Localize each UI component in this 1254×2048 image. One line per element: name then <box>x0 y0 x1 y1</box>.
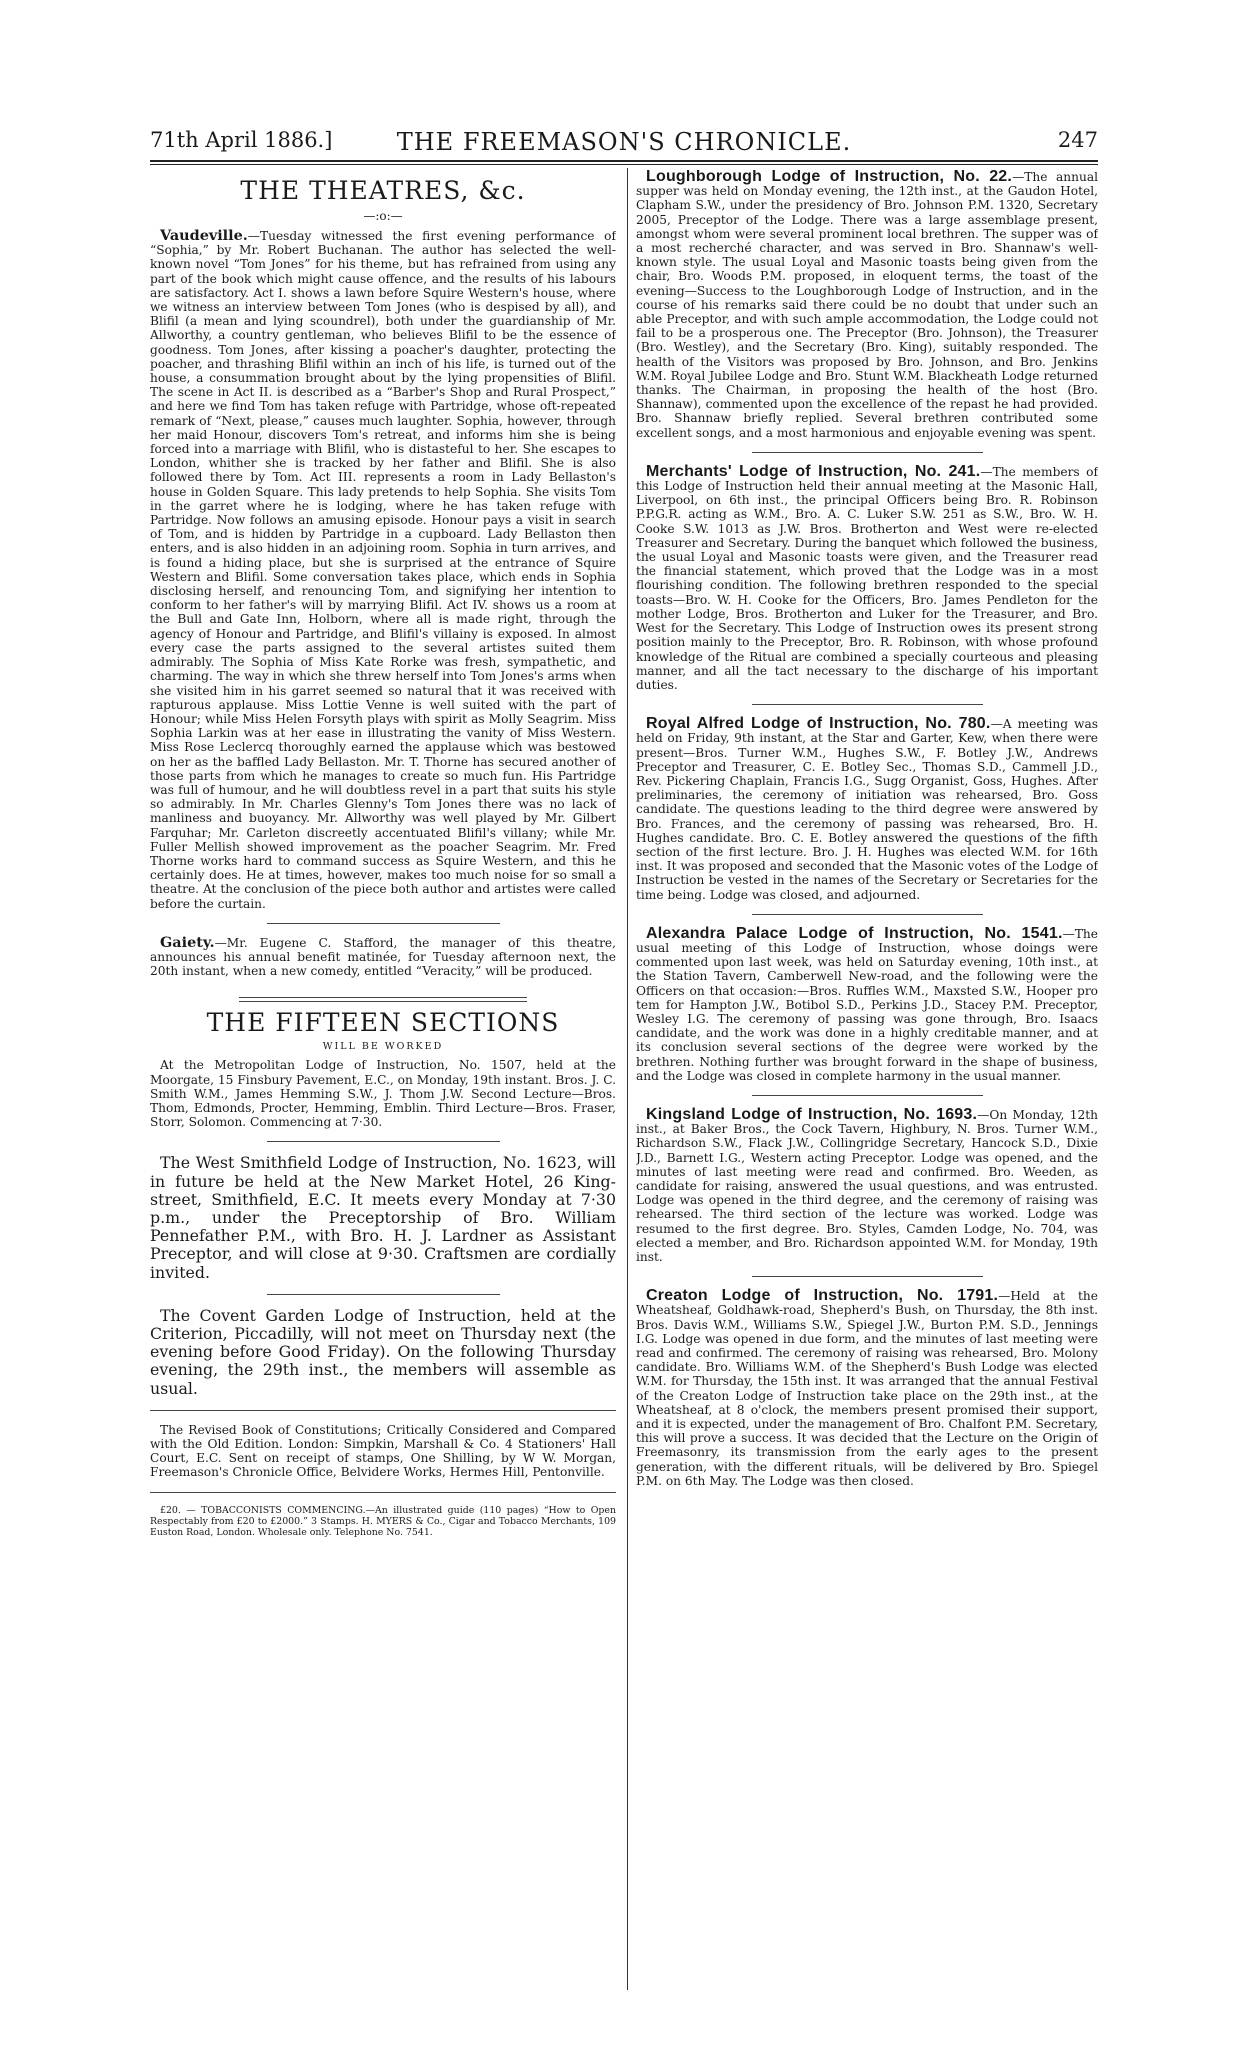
fifteen-sections-title: THE FIFTEEN SECTIONS <box>206 1008 560 1038</box>
book-constitutions-notice: The Revised Book of Constitutions; Critically Considered and Compared with the Old Edition. London: Simpkin, Marshall & Co. 4 Stationers' Hall Court, E.C. Sent on receipt of stamps, One Shilling, by W W. Morgan, Freemason's Chronicle Office, Belvidere Works, Hermes Hill, Pentonville. <box>150 1422 616 1480</box>
lodge-heading: Loughborough Lodge of Instruction, No. 22. <box>646 170 1013 185</box>
right-column <box>636 170 1098 1990</box>
lodge-report <box>636 1289 1098 1488</box>
lodge-heading: Kingsland Lodge of Instruction, No. 1693. <box>646 1105 978 1123</box>
lodge-report <box>636 924 1098 1083</box>
lodge-heading: Merchants' Lodge of Instruction, No. 241. <box>646 462 981 480</box>
vaudeville-text: —Tuesday witnessed the first evening performance of “Sophia,” by Mr. Robert Buchanan. The author has selected the well-known novel “Tom Jones” for his theme, but has refrained from using any part of the book which might cause offence, and the results of his labours are satisfactory. Act I. shows a lawn before Squire Western's house, where we witness an interview between Tom Jones (who is despised by all), and Blifil (a mean and lying scoundrel), both under the guardianship of Mr. Allworthy, a country gentleman, who believes Blifil to be the essence of goodness. Tom Jones, after kissing a poacher's daughter, protecting the poacher, and thrashing Blifil within an inch of his life, is turned out of the house, a consummation brought about by the lying propensities of Blifil. The scene in Act II. is described as a “Barber's Shop and Rural Prospect,” and here we find Tom has taken refuge with Partridge, whose oft-repeated remark of “Next, please,” causes much laughter. Sophia, however, through her maid Honour, discovers Tom's retreat, and informs him she is being forced into a marriage with Blifil, who is distasteful to her. She escapes to London, whither she is tracked by her father and Blifil. She is also followed there by Tom. Act III. represents a room in Lady Bellaston's house in Golden Square. This lady pretends to help Sophia. She visits Tom in the garret where he is lodging, where he has taken refuge with Partridge. Now follows an amusing episode. Honour pays a visit in search of Tom, and is hidden by Partridge in a cupboard. Lady Bellaston then enters, and is also hidden in an adjoining room. Sophia in turn arrives, and is found a hiding place, but she is surprised at the entrance of Squire Western and Blifil. Some conversation takes place, which ends in Sophia disclosing herself, and renouncing Tom, and signifying her intention to conform to her father's will by marrying Blifil. Act IV. shows us a room at the Bull and Gate Inn, Holborn, where all is made right, through the agency of Honour and Partridge, and Blifil's villainy is exposed. In almost every case the parts assigned to the several artistes suited them admirably. The Sophia of Miss Kate Rorke was fresh, sympathetic, and charming. The way in which she threw herself into Tom Jones's arms when she visited him in his garret seemed so natural that it was received with rapturous applause. Miss Lottie Venne is well suited with the part of Honour; while Miss Helen Forsyth plays with spirit as Molly Seagrim. Miss Sophia Larkin was at her ease in illustrating the vanity of Miss Western. Miss Rose Leclercq thoroughly earned the applause which was bestowed on her as the baffled Lady Bellaston. Mr. T. Thorne has secured another of those parts from which he manages to create so much fun. His Partridge was full of humour, and he will doubtless revel in a part that suits his style so admirably. In Mr. Charles Glenny's Tom Jones there was no lack of manliness and buoyancy. Mr. Allworthy was well played by Mr. Gilbert Farquhar; Mr. Carleton discreetly accentuated Blifil's villany; while Mr. Fuller Mellish showed improvement as the poacher Seagrim. Mr. Fred Thorne works hard to command success as Squire Western, and this he certainly does. He at times, however, makes too much noise for so small a theatre. At the conclusion of the piece both author and artistes were called before the curtain. <box>150 229 616 911</box>
masthead-rule-thin <box>150 164 1098 165</box>
column-divider <box>627 168 628 1990</box>
lodge-text: —The annual supper was held on Monday evening, the 12th inst., at the Gaudon Hotel, Clapham S.W., under the presidency of Bro. Johnson P.M. 1320, Secretary 2005, Preceptor of the Lodge. There was a large assemblage present, amongst whom were several prominent local brethren. The supper was of a most recherché character, and was served in Bro. Shannaw's well-known style. The usual Loyal and Masonic toasts being given from the chair, Bro. Woods P.M. proposed, in eloquent terms, the toast of the evening—Success to the Loughborough Lodge of Instruction, and in the course of his remarks said there could be no doubt that under such an able Preceptor, and with such ample accommodation, the Lodge could not fail to be a prosperous one. The Preceptor (Bro. Johnson), the Treasurer (Bro. Westley), and the Secretary (Bro. King), suitably responded. The health of the Visitors was proposed by Bro. Johnson, and Bro. Jenkins W.M. Royal Jubilee Lodge and Bro. Stunt W.M. Blackheath Lodge returned thanks. The Chairman, in proposing the health of the host (Bro. Shannaw), commented upon the excellence of the repast he had provided. Bro. Shannaw briefly replied. Several brethren contributed some excellent songs, and a most harmonious and enjoyable evening was spent. <box>636 170 1098 440</box>
vaudeville-article <box>150 229 616 911</box>
divider <box>752 1276 983 1277</box>
theatres-title: THE THEATRES, &c. <box>240 176 526 205</box>
covent-garden-notice: The Covent Garden Lodge of Instruction, held at the Criterion, Piccadilly, will not meet on Thursday next (the evening before Good Friday). On the following Thursday evening, the 29th inst., the members will assemble as usual. <box>150 1305 616 1398</box>
page-number: 247 <box>1057 128 1098 152</box>
masthead-title: THE FREEMASON'S CHRONICLE. <box>396 128 852 156</box>
divider-double-top <box>239 997 528 998</box>
divider <box>752 1095 983 1096</box>
west-smithfield-notice: The West Smithfield Lodge of Instruction, No. 1623, will in future be held at the New Market Hotel, 26 King-street, Smithfield, E.C. It meets every Monday at 7·30 p.m., under the Preceptorship of Bro. William Pennefather P.M., with Bro. H. J. Lardner as Assistant Preceptor, and will close at 9·30. Craftsmen are cordially invited. <box>150 1153 616 1282</box>
fifteen-sections-text: At the Metropolitan Lodge of Instruction, No. 1507, held at the Moorgate, 15 Finsbury Pavement, E.C., on Monday, 19th instant. Bros. J. C. Smith W.M., James Hemming S.W., J. Thom J.W. Second Lecture—Bros. Thom, Edmonds, Procter, Hemming, Emblin. Third Lecture—Bros. Fraser, Storr, Solomon. Commencing at 7·30. <box>150 1058 616 1130</box>
masthead <box>150 128 1098 160</box>
lodge-report <box>636 462 1098 692</box>
masthead-rule <box>150 160 1098 162</box>
tobacconists-advert: £20. — TOBACCONISTS COMMENCING.—An illustrated guide (110 pages) “How to Open Respectably from £20 to £2000.” 3 Stamps. H. MYERS & Co., Cigar and Tobacco Merchants, 109 Euston Road, London. Wholesale only. Telephone No. 7541. <box>150 1504 616 1538</box>
masthead-date: 71th April 1886.] <box>150 128 333 152</box>
lodge-heading: Alexandra Palace Lodge of Instruction, No. 1541. <box>646 924 1063 942</box>
left-column <box>150 170 616 1990</box>
lodge-report <box>636 717 1098 902</box>
lodge-text: —On Monday, 12th inst., at Baker Bros., the Cock Tavern, Highbury, N. Bros. Turner W.M., Richardson S.W., Flack J.W., Collingridge Secretary, Hancock S.D., Dixie J.D., Barnett I.G., Western acting Preceptor. Lodge was opened, and the minutes of last meeting were read and confirmed. Bro. Weeden, as candidate for raising, answered the usual questions, and was entrusted. Lodge was opened in the third degree, and the ceremony of raising was rehearsed. The third section of the lecture was worked. Lodge was resumed to the first degree. Bro. Styles, Camden Lodge, No. 704, was elected a member, and Bro. Richardson appointed W.M. for Monday, 19th inst. <box>636 1107 1098 1265</box>
lodge-heading: Creaton Lodge of Instruction, No. 1791. <box>646 1287 999 1305</box>
divider <box>267 1141 500 1142</box>
lodge-report <box>636 1105 1098 1265</box>
divider <box>752 704 983 705</box>
gaiety-label: Gaiety. <box>160 933 215 951</box>
divider <box>752 914 983 915</box>
divider <box>150 1492 616 1493</box>
vaudeville-label: Vaudeville. <box>160 227 248 244</box>
divider <box>267 923 500 924</box>
divider <box>267 1294 500 1295</box>
lodge-text: —The usual meeting of this Lodge of Instruction, whose doings were commented upon last week, was held on Saturday evening, 10th inst., at the Station Tavern, Camberwell New-road, and the following were the Officers on that occasion:—Bros. Ruffles W.M., Maxsted S.W., Hooper pro tem for Hampton J.W., Botibol S.D., Perkins J.D., Stacey P.M. Preceptor, Wesley I.G. The ceremony of passing was gone through, Bro. Isaacs candidate, and the work was done in a highly creditable manner, and at its conclusion several sections of the degree were worked by the brethren. Nothing further was brought forward in the shape of business, and the Lodge was closed in complete harmony in the usual manner. <box>636 926 1098 1083</box>
lodge-text: —Held at the Wheatsheaf, Goldhawk-road, Shepherd's Bush, on Thursday, the 8th inst. Bros. Davis W.M., Williams S.W., Spiegel J.W., Burton P.M. S.D., Jennings I.G. Lodge was opened in due form, and the minutes of last meeting were read and confirmed. The ceremony of raising was rehearsed, Bro. Molony candidate. Bro. Williams W.M. of the Shepherd's Bush Lodge was elected W.M. for Thursday, the 15th inst. It was arranged that the annual Festival of the Creaton Lodge of Instruction take place on the 29th inst., at the Wheatsheaf, at 8 o'clock, the members present promised their support, and it is expected, under the management of Bro. Chalfont P.M. Secretary, this will prove a success. It was decided that the Lecture on the Origin of Freemasonry, its transmission from the early ages to the present generation, with the different rituals, will be delivered by Bro. Spiegel P.M. on 6th May. The Lodge was then closed. <box>636 1289 1098 1488</box>
divider <box>150 1410 616 1411</box>
lodge-text: —A meeting was held on Friday, 9th instant, at the Star and Garter, Kew, when there were present—Bros. Turner W.M., Hughes S.W., F. Botley J.W., Andrews Preceptor and Treasurer, C. E. Botley Sec., Thomas S.D., Cammell J.D., Rev. Pickering Chaplain, Francis I.G., Sugg Organist, Goss, Hughes. After preliminaries, the ceremony of initiation was rehearsed, Bro. Goss candidate. The questions leading to the third degree were answered by Bro. Frances, and the ceremony of passing was rehearsed, Bro. H. Hughes candidate. Bro. C. E. Botley answered the questions of the fifth section of the first lecture. Bro. J. H. Hughes was elected W.M. for 16th inst. It was proposed and seconded that the Masonic votes of the Lodge of Instruction be vested in the names of the Secretary or Secretaries for the time being. Lodge was closed, and adjourned. <box>636 717 1098 902</box>
lodge-heading: Royal Alfred Lodge of Instruction, No. 780. <box>646 715 991 733</box>
divider-double-bottom <box>239 1001 528 1002</box>
fifteen-sections-subtitle: WILL BE WORKED <box>322 1041 444 1053</box>
theatres-ornament: —:o:— <box>363 209 403 223</box>
lodge-report <box>636 170 1098 440</box>
gaiety-text: —Mr. Eugene C. Stafford, the manager of this theatre, announces his annual benefit matinée, for Tuesday afternoon next, the 20th instant, when a new comedy, entitled “Veracity,” will be produced. <box>150 935 616 979</box>
lodge-text: —The members of this Lodge of Instruction held their annual meeting at the Masonic Hall, Liverpool, on 6th inst., the principal Officers being Bro. R. Robinson P.P.G.R. acting as W.M., Bro. A. C. Luker S.W. 251 as S.W., Bro. W. H. Cooke S.W. 1013 as J.W. Bros. Brotherton and West were re-elected Treasurer and Secretary. During the banquet which followed the business, the usual Loyal and Masonic toasts were given, and the Treasurer read the financial statement, which proved that the Lodge was in a most flourishing condition. The following brethren responded to the special toasts—Bro. W. H. Cooke for the Officers, Bro. James Pendleton for the mother Lodge, Bros. Brotherton and Luker for the Treasurer, and Bro. West for the Secretary. This Lodge of Instruction owes its present strong position mainly to the Preceptor, Bro. R. Robinson, with whose profound knowledge of the Ritual are combined a specially courteous and pleasing manner, and all the tact necessary to the discharge of his important duties. <box>636 464 1098 692</box>
gaiety-article <box>150 933 616 979</box>
divider <box>752 452 983 453</box>
